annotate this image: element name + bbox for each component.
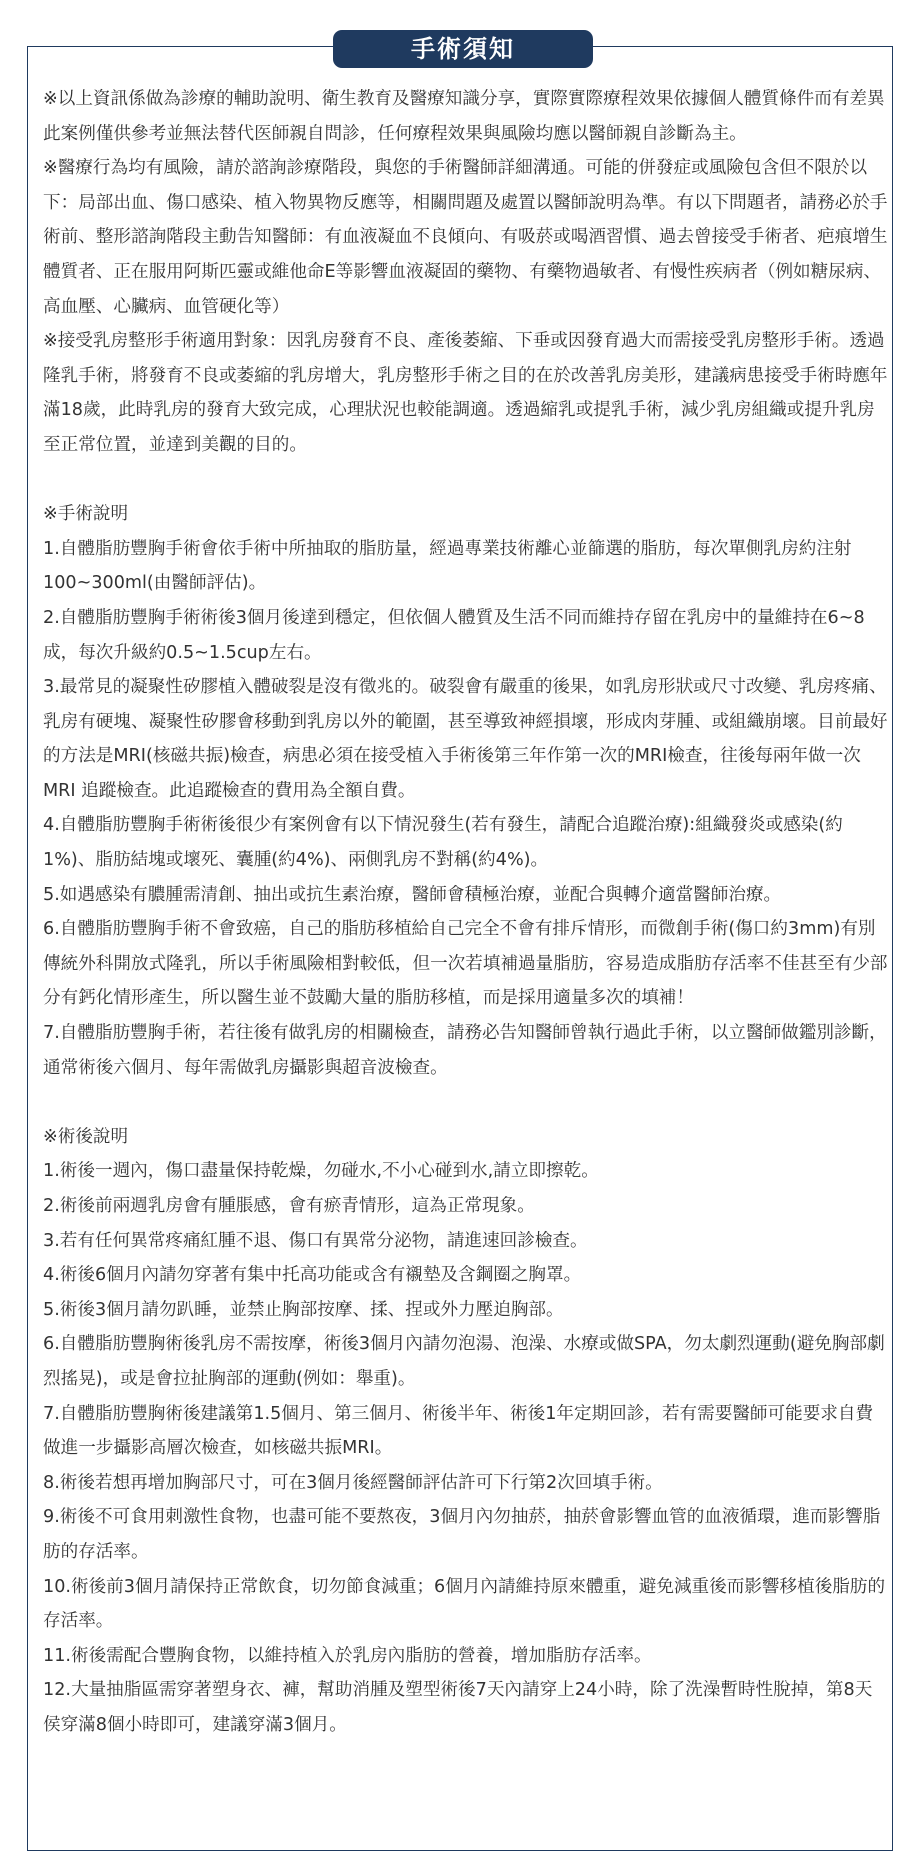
- postop-item: 5.術後3個月請勿趴睡，並禁止胸部按摩、揉、捏或外力壓迫胸部。: [43, 1299, 564, 1320]
- content-body: [43, 82, 888, 1743]
- surgery-item: 4.自體脂肪豐胸手術術後很少有案例會有以下情況發生(若有發生，請配合追蹤治療):組織發炎或感染(約1%)、脂肪結塊或壞死、囊腫(約4%)、兩側乳房不對稱(約4%)。: [43, 815, 843, 871]
- postop-item: 3.若有任何異常疼痛紅腫不退、傷口有異常分泌物，請進速回診檢查。: [43, 1230, 588, 1251]
- postop-item: 9.術後不可食用刺激性食物，也盡可能不要熬夜，3個月內勿抽菸，抽菸會影響血管的血液循環，進而影響脂肪的存活率。: [43, 1507, 881, 1562]
- postop-item: 6.自體脂肪豐胸術後乳房不需按摩，術後3個月內請勿泡湯、泡澡、水療或做SPA，勿太劇烈運動(避免胸部劇烈搖晃)，或是會拉扯胸部的運動(例如：舉重)。: [43, 1334, 885, 1389]
- surgery-item: 7.自體脂肪豐胸手術，若往後有做乳房的相關檢查，請務必告知醫師曾執行過此手術，以立醫師做鑑別診斷，通常術後六個月、每年需做乳房攝影與超音波檢查。: [43, 1023, 887, 1078]
- postop-item: 4.術後6個月內請勿穿著有集中托高功能或含有襯墊及含鋼圈之胸罩。: [43, 1265, 582, 1286]
- postop-item: 10.術後前3個月請保持正常飲食，切勿節食減重；6個月內請維持原來體重，避免減重後而影響移植後脂肪的存活率。: [43, 1576, 886, 1632]
- postop-item: 1.術後一週內，傷口盡量保持乾燥，勿碰水,不小心碰到水,請立即擦乾。: [43, 1161, 599, 1182]
- postop-item: 7.自體脂肪豐胸術後建議第1.5個月、第三個月、術後半年、術後1年定期回診，若有需要醫師可能要求自費做進一步攝影高層次檢查，如核磁共振MRI。: [43, 1403, 874, 1459]
- eligibility-paragraph: ※接受乳房整形手術適用對象：因乳房發育不良、產後萎縮、下垂或因發育過大而需接受乳房整形手術。透過隆乳手術，將發育不良或萎縮的乳房增大，乳房整形手術之目的在於改善乳房美形，建議病患接受手術時應年滿18歲，此時乳房的發育大致完成，心理狀況也較能調適。透過縮乳或提乳手術，減少乳房組織或提升乳房至正常位置，並達到美觀的目的。: [43, 331, 888, 455]
- surgery-item: 6.自體脂肪豐胸手術不會致癌，自己的脂肪移植給自己完全不會有排斥情形，而微創手術(傷口約3mm)有別傳統外科開放式隆乳，所以手術風險相對較低，但一次若填補過量脂肪，容易造成脂肪存活率不佳甚至有少部分有鈣化情形產生，所以醫生並不鼓勵大量的脂肪移植，而是採用適量多次的填補！: [43, 919, 888, 1009]
- surgery-item: 3.最常見的凝聚性矽膠植入體破裂是沒有徵兆的。破裂會有嚴重的後果，如乳房形狀或尺寸改變、乳房疼痛、乳房有硬塊、凝聚性矽膠會移動到乳房以外的範圍，甚至導致神經損壞，形成肉芽腫、或組織崩壞。目前最好的方法是MRI(核磁共振)檢查，病患必須在接受植入手術後第三年作第一次的MRI檢查，往後每兩年做一次MRI 追蹤檢查。此追蹤檢查的費用為全額自費。: [43, 677, 888, 801]
- surgery-item: 2.自體脂肪豐胸手術術後3個月後達到穩定，但依個人體質及生活不同而維持存留在乳房中的量維持在6~8成，每次升級約0.5~1.5cup左右。: [43, 607, 865, 663]
- surgery-heading: ※手術說明: [43, 504, 129, 525]
- surgery-item: 5.如遇感染有膿腫需清創、抽出或抗生素治療，醫師會積極治療，並配合與轉介適當醫師治療。: [43, 884, 782, 905]
- disclaimer-paragraph: ※以上資訊係做為診療的輔助說明、衛生教育及醫療知識分享，實際實際療程效果依據個人體質條件而有差異此案例僅供參考並無法替代医師親自問診，任何療程效果與風險均應以醫師親自診斷為主。: [43, 89, 885, 144]
- postop-item: 11.術後需配合豐胸食物，以維持植入於乳房內脂肪的營養，增加脂肪存活率。: [43, 1645, 652, 1666]
- postop-item: 2.術後前兩週乳房會有腫脹感，會有瘀青情形，這為正常現象。: [43, 1196, 535, 1216]
- risk-paragraph: ※醫療行為均有風險，請於諮詢診療階段，與您的手術醫師詳細溝通。可能的併發症或風險包含但不限於以下：局部出血、傷口感染、植入物異物反應等，相關問題及處置以醫師說明為準。有以下問題者，請務必於手術前、整形諮詢階段主動告知醫師：有血液凝血不良傾向、有吸菸或喝酒習慣、過去曾接受手術者、疤痕增生體質者、正在服用阿斯匹靈或維他命E等影響血液凝固的藥物、有藥物過敏者、有慢性疾病者（例如糖尿病、高血壓、心臟病、血管硬化等）: [43, 158, 888, 317]
- surgery-item: 1.自體脂肪豐胸手術會依手術中所抽取的脂肪量，經過專業技術離心並篩選的脂肪，每次單側乳房約注射100~300ml(由醫師評估)。: [43, 538, 852, 594]
- postop-item: 12.大量抽脂區需穿著塑身衣、褲，幫助消腫及塑型術後7天內請穿上24小時，除了洗澡暫時性脫掉，第8天侯穿滿8個小時即可，建議穿滿3個月。: [43, 1680, 873, 1735]
- postop-item: 8.術後若想再增加胸部尺寸，可在3個月後經醫師評估許可下行第2次回填手術。: [43, 1472, 663, 1493]
- page-title: 手術須知: [333, 30, 593, 68]
- postop-heading: ※術後說明: [43, 1126, 129, 1147]
